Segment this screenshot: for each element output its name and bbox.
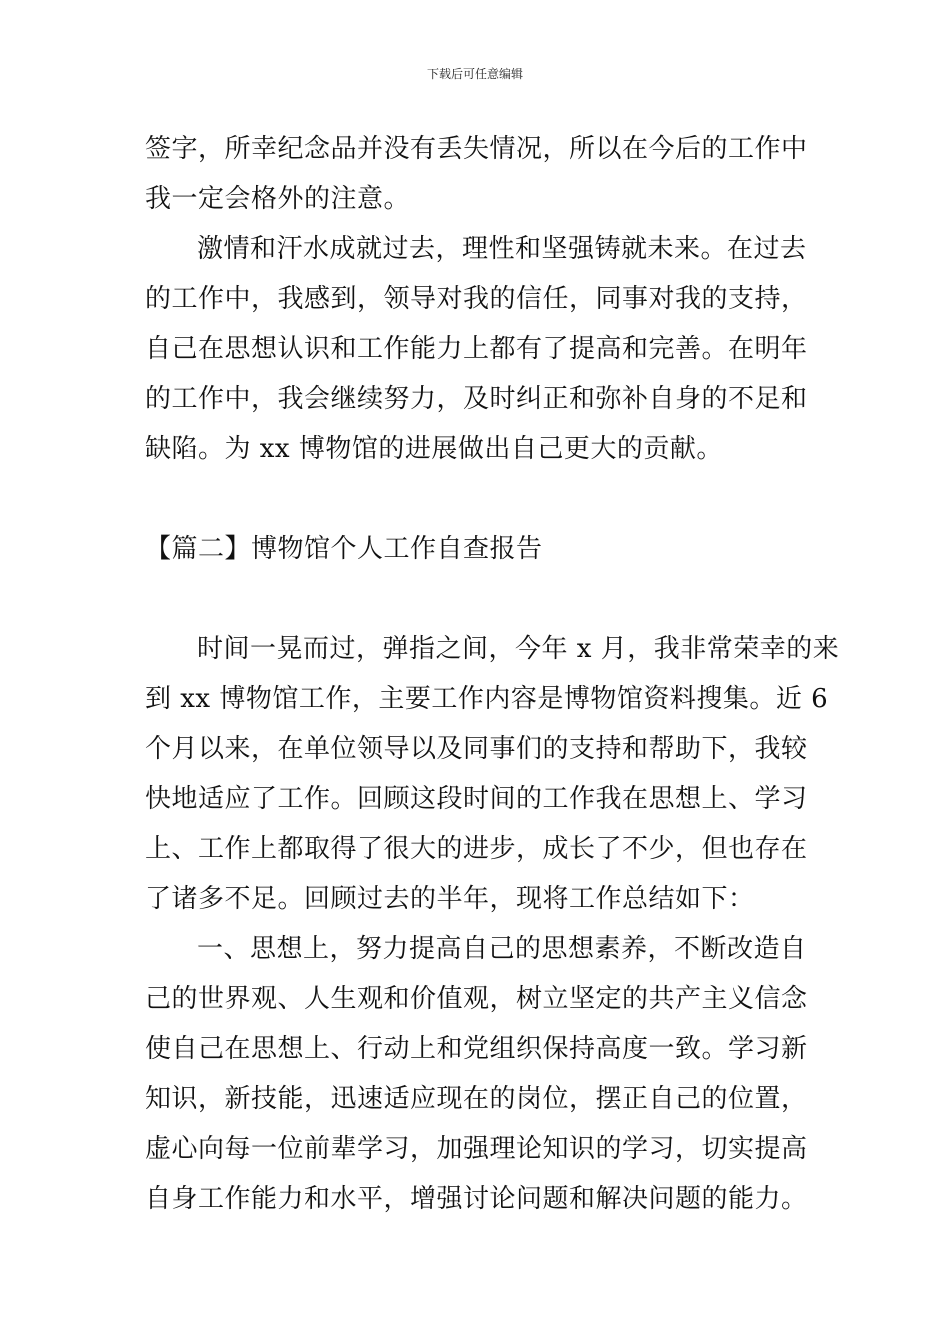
body-line: 缺陷。为 xx 博物馆的进展做出自己更大的贡献。 (145, 434, 723, 464)
body-line: 到 xx 博物馆工作，主要工作内容是博物馆资料搜集。近 6 (145, 684, 829, 714)
body-line: 了诸多不足。回顾过去的半年，现将工作总结如下： (145, 884, 755, 914)
body-line: 个月以来，在单位领导以及同事们的支持和帮助下，我较 (145, 734, 808, 764)
body-line: 自身工作能力和水平，增强讨论问题和解决问题的能力。 (145, 1184, 808, 1214)
paragraph-first-line: 激情和汗水成就过去，理性和坚强铸就未来。在过去 (197, 234, 807, 264)
paragraph-first-line: 一、思想上，努力提高自己的思想素养，不断改造自 (197, 934, 807, 964)
paragraph-first-line: 时间一晃而过，弹指之间，今年 x 月，我非常荣幸的来 (197, 634, 840, 664)
body-line: 我一定会格外的注意。 (145, 184, 411, 214)
body-line: 上、工作上都取得了很大的进步，成长了不少，但也存在 (145, 834, 808, 864)
body-line: 使自己在思想上、行动上和党组织保持高度一致。学习新 (145, 1034, 808, 1064)
body-line: 快地适应了工作。回顾这段时间的工作我在思想上、学习 (145, 784, 808, 814)
body-line: 己的世界观、人生观和价值观，树立坚定的共产主义信念 (145, 984, 808, 1014)
body-line: 自己在思想认识和工作能力上都有了提高和完善。在明年 (145, 334, 808, 364)
body-line: 签字，所幸纪念品并没有丢失情况，所以在今后的工作中 (145, 134, 808, 164)
body-line: 的工作中，我感到，领导对我的信任，同事对我的支持， (145, 284, 808, 314)
body-line: 的工作中，我会继续努力，及时纠正和弥补自身的不足和 (145, 384, 808, 414)
body-line: 虚心向每一位前辈学习，加强理论知识的学习，切实提高 (145, 1134, 808, 1164)
body-line: 知识，新技能，迅速适应现在的岗位，摆正自己的位置， (145, 1084, 808, 1114)
section-heading: 【篇二】博物馆个人工作自查报告 (145, 534, 543, 564)
page-header: 下载后可任意编辑 (426, 67, 523, 81)
